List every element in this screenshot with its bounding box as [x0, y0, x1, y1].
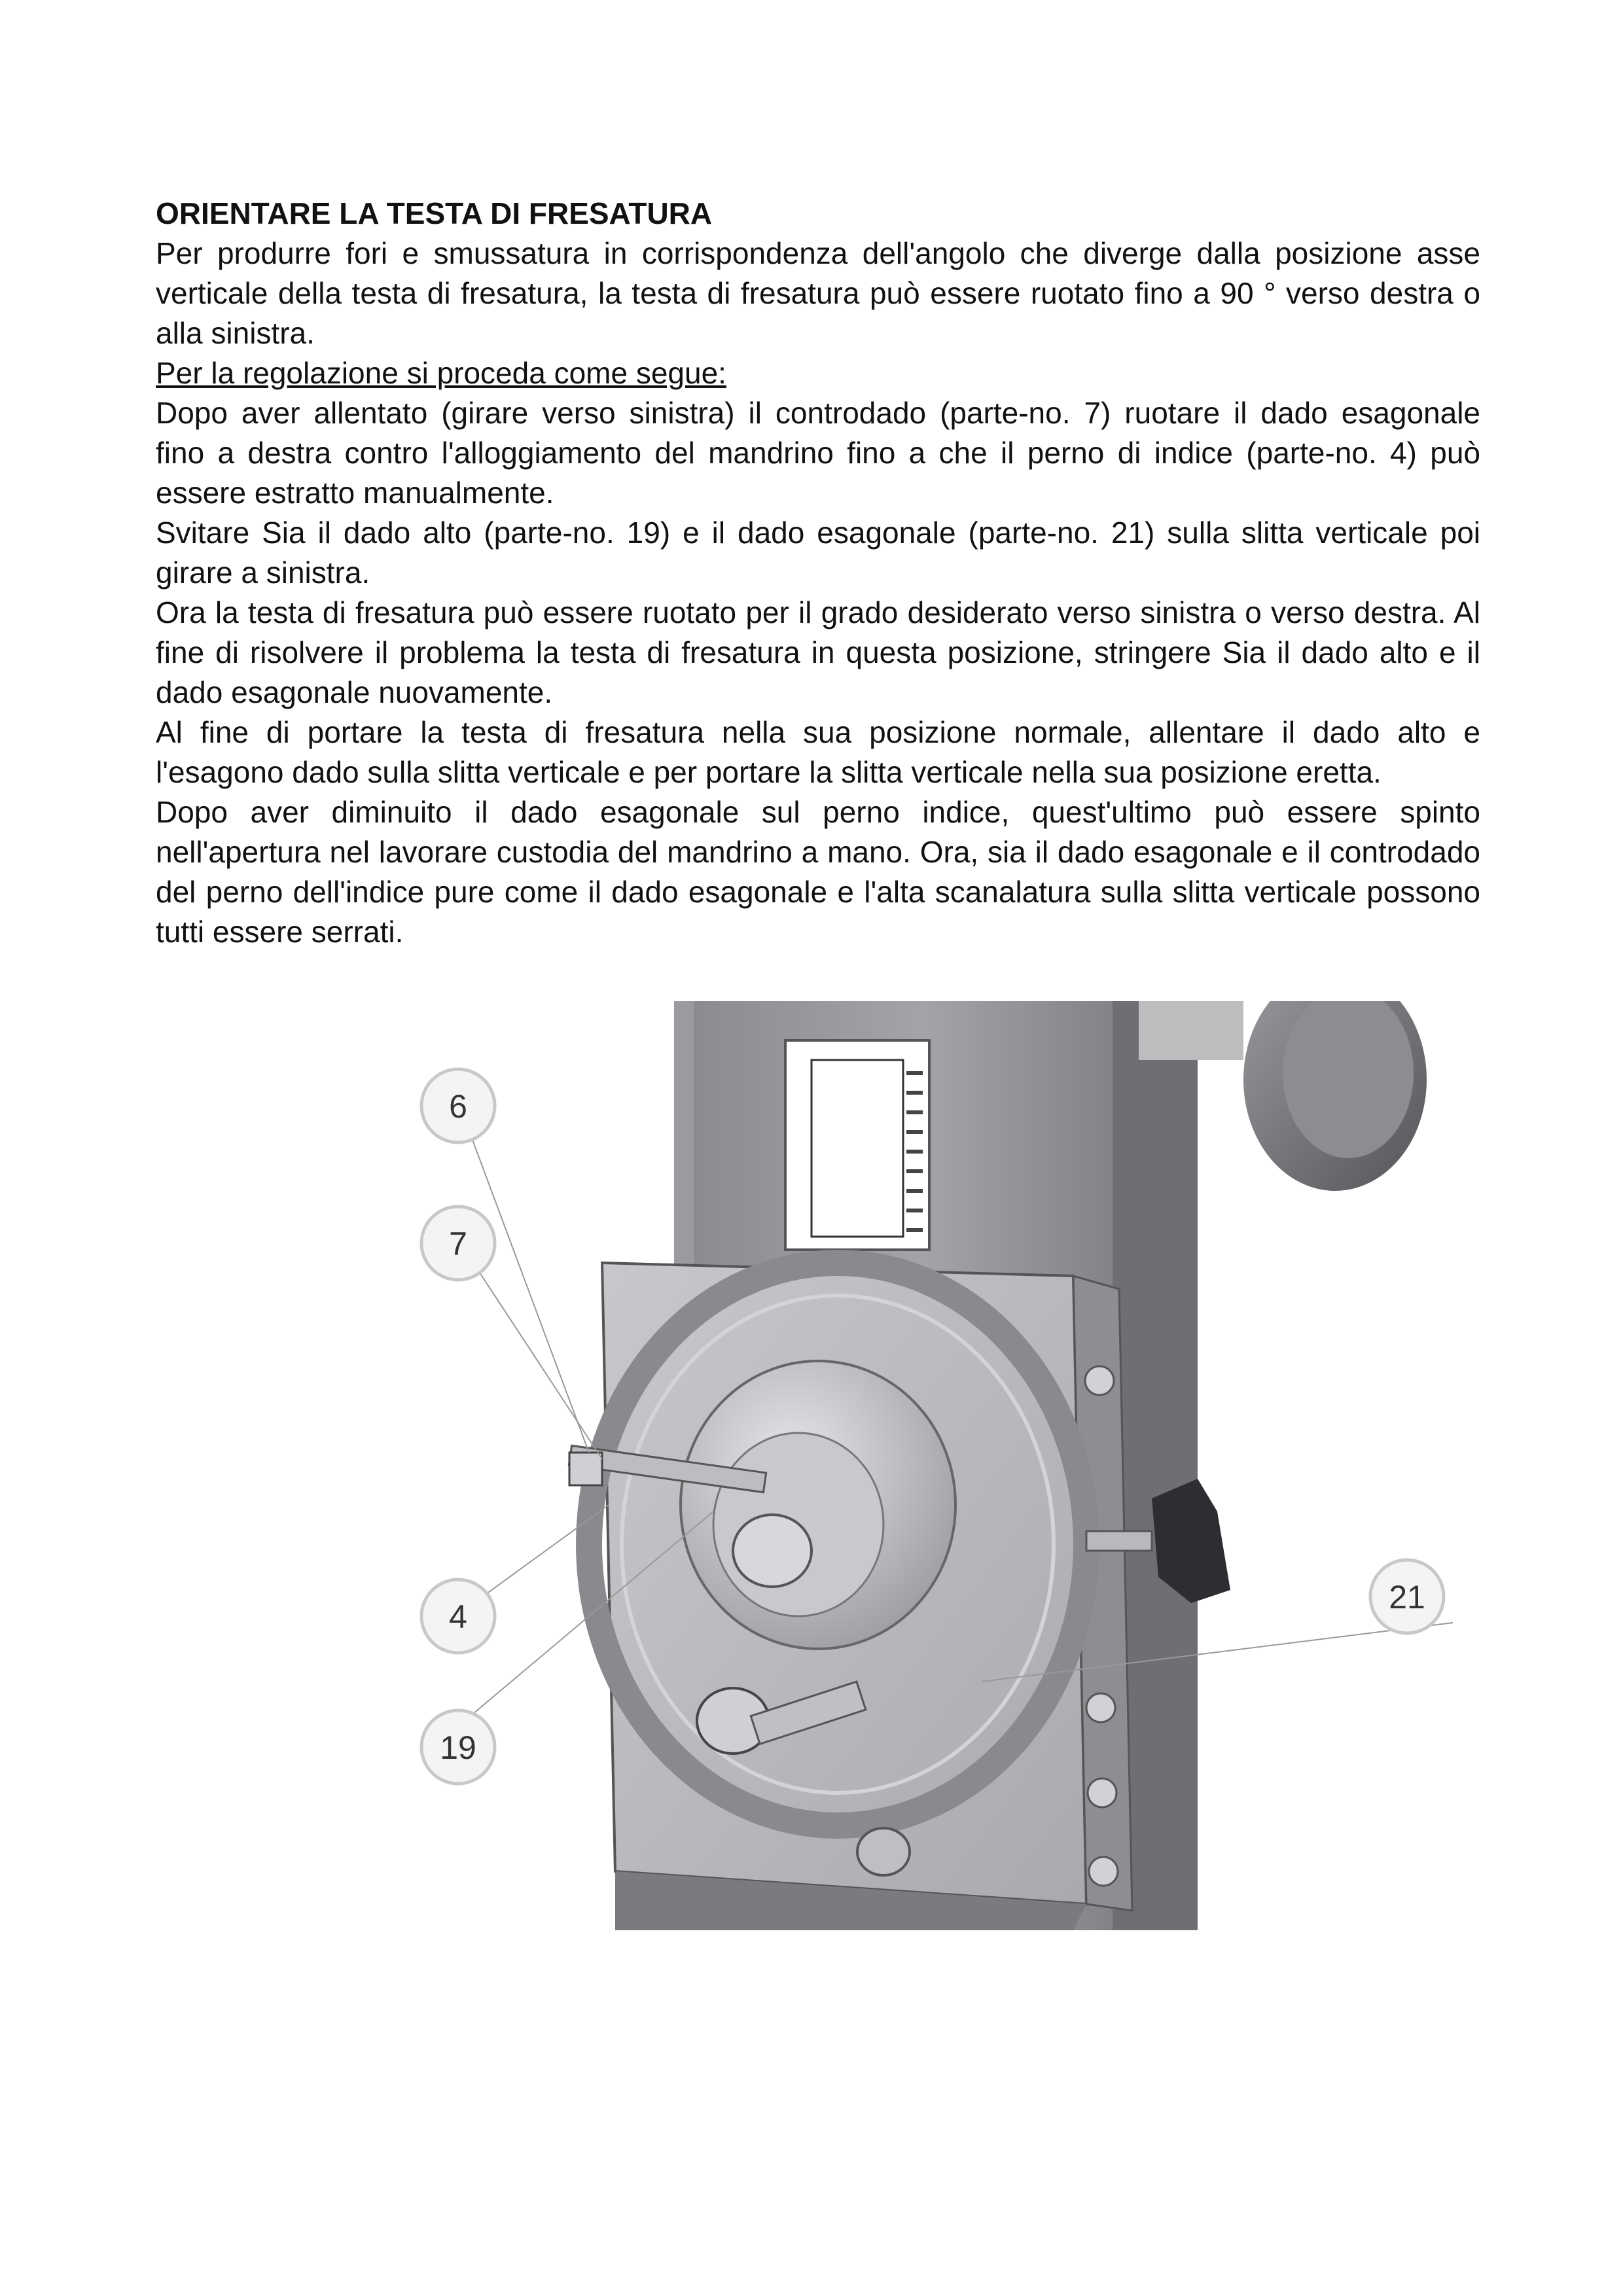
paragraph-line: Per produrre fori e smussatura in corrispondenza dell'angolo che diverge dalla posizione asse: [156, 236, 1480, 270]
callout-19: [421, 1710, 495, 1784]
paragraph-line: nell'apertura nel lavorare custodia del mandrino a mano. Ora, sia il dado esagonale e il controdado: [156, 835, 1480, 869]
paragraph-line: essere estratto manualmente.: [156, 476, 554, 510]
paragraph-line: Al fine di portare la testa di fresatura nella sua posizione normale, allentare il dado alto e: [156, 715, 1480, 749]
svg-text:19: 19: [440, 1729, 476, 1766]
paragraph-line: dado esagonale nuovamente.: [156, 675, 553, 709]
paragraph-line: Dopo aver allentato (girare verso sinistra) il controdado (parte-no. 7) ruotare il dado esagonale: [156, 396, 1480, 430]
milling-head-drawing: [406, 1001, 1505, 1930]
callout-6: [421, 1069, 495, 1142]
paragraph-line: fine di risolvere il problema la testa di fresatura in questa posizione, stringere Sia il dado alto e il: [156, 635, 1480, 669]
paragraph-line: del perno dell'indice pure come il dado esagonale e l'alta scanalatura sulla slitta verticale possono: [156, 875, 1480, 909]
paragraph-line: verticale della testa di fresatura, la testa di fresatura può essere ruotato fino a 90 ° verso destra o: [156, 276, 1480, 310]
paragraph-line: Dopo aver diminuito il dado esagonale sul perno indice, quest'ultimo può essere spinto: [156, 795, 1480, 829]
central-hub: [681, 1361, 955, 1649]
svg-text:7: 7: [449, 1226, 467, 1262]
svg-text:21: 21: [1389, 1579, 1425, 1616]
milling-head-figure: [406, 1001, 1505, 1930]
paragraph-line: Ora la testa di fresatura può essere ruotato per il grado desiderato verso sinistra o verso destra. Al: [156, 595, 1480, 629]
procedure-heading: Per la regolazione si proceda come segue:: [156, 356, 726, 390]
paragraph-line: fino a destra contro l'alloggiamento del mandrino fino a che il perno di indice (parte-no. 4) può: [156, 436, 1480, 470]
paragraph-line: alla sinistra.: [156, 316, 315, 350]
callout-21: [1370, 1560, 1444, 1633]
svg-text:4: 4: [449, 1598, 467, 1635]
document-text: [156, 194, 1480, 952]
callout-4: [421, 1580, 495, 1653]
paragraph-line: girare a sinistra.: [156, 556, 370, 590]
paragraph-line: tutti essere serrati.: [156, 915, 404, 949]
svg-text:6: 6: [449, 1088, 467, 1125]
paragraph-line: Svitare Sia il dado alto (parte-no. 19) e il dado esagonale (parte-no. 21) sulla slitta verticale poi: [156, 516, 1480, 550]
paragraph-line: l'esagono dado sulla slitta verticale e per portare la slitta verticale nella sua posizione eretta.: [156, 755, 1382, 789]
section-title: ORIENTARE LA TESTA DI FRESATURA: [156, 196, 713, 230]
callout-7: [421, 1207, 495, 1280]
